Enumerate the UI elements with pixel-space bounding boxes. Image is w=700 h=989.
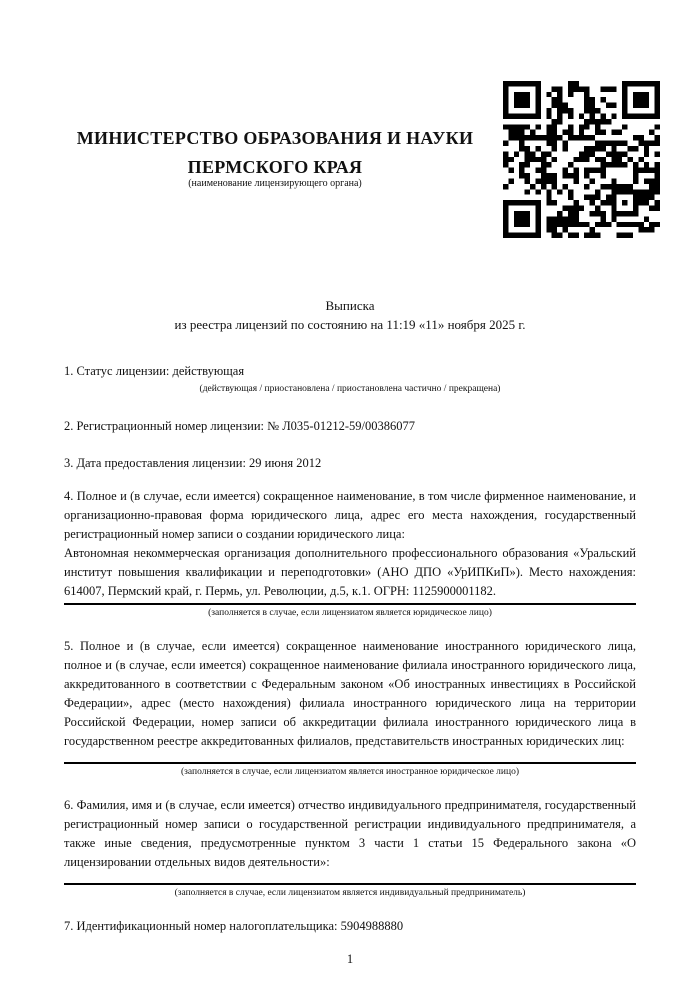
legal-entity-label: 4. Полное и (в случае, если имеется) сокращенное наименование, в том числе фирменное наименование, и организационно-правовая форма юридического лица, адрес его места нахождения, государственный регистрационный номер записи о создании юридического лица: — [64, 489, 636, 541]
legal-entity-value: Автономная некоммерческая организация дополнительного профессионального образования «Уральский институт повышения квалификации и переподготовки» (АНО ДПО «УрИПКиП»). Место нахождения: 614007, Пермский край, г. Пермь, ул. Революции, д.5, к.1. ОГРН: 1125900001182. — [64, 546, 636, 598]
individual-entrepreneur-label: 6. Фамилия, имя и (в случае, если имеется) отчество индивидуального предпринимателя, государственный регистрационный номер записи о государственной регистрации индивидуального предпринимателя, а также иные сведения, предусмотренные пунктом 3 части 1 статьи 15 Федерального закона «О лицензировании отдельных видов деятельности»: — [64, 798, 636, 869]
legal-entity-caption: (заполняется в случае, если лицензиатом является юридическое лицо) — [208, 608, 492, 618]
clause-license-status — [64, 362, 636, 395]
foreign-entity-label: 5. Полное и (в случае, если имеется) сокращенное наименование иностранного юридического лица, полное и (в случае, если имеется) сокращенное наименование филиала иностранного юридического лица, аккредитованного в соответствии с Федеральным законом «Об иностранных инвестициях в Российской Федерации», адрес (место нахождения) филиала иностранного юридического лица на территории Российской Федерации, номер записи об аккредитации филиала иностранного юридического лица в государственном реестре аккредитованных филиалов, представительств иностранных юридических лиц: — [64, 639, 636, 748]
license-date-text: 3. Дата предоставления лицензии: 29 июня 2012 — [64, 456, 322, 470]
document-title-line2: из реестра лицензий по состоянию на 11:19 «11» ноября 2025 г. — [174, 317, 526, 332]
clause-license-date — [64, 454, 636, 473]
clause-individual-entrepreneur — [64, 796, 636, 899]
license-status-text: 1. Статус лицензии: действующая — [64, 364, 245, 378]
separator-line — [64, 883, 636, 885]
separator-line — [64, 603, 636, 605]
separator-line — [64, 762, 636, 764]
clause-registration-number — [64, 417, 636, 436]
licensing-authority-name — [63, 124, 487, 182]
registration-number-text: 2. Регистрационный номер лицензии: № Л035-01212-59/00386077 — [64, 419, 415, 433]
license-status-caption: (действующая / приостановлена / приостановлена частично / прекращена) — [199, 384, 501, 394]
document-title-line1: Выписка — [325, 298, 375, 313]
document-title — [64, 296, 636, 334]
authority-name-caption: (наименование лицензирующего органа) — [188, 178, 362, 189]
clause-legal-entity — [64, 487, 636, 619]
qr-code-icon — [503, 81, 660, 238]
ministry-name-line1: МИНИСТЕРСТВО ОБРАЗОВАНИЯ И НАУКИ — [76, 128, 474, 148]
ministry-name-line2: ПЕРМСКОГО КРАЯ — [187, 157, 363, 177]
foreign-entity-caption: (заполняется в случае, если лицензиатом является иностранное юридическое лицо) — [181, 767, 519, 777]
page-number: 1 — [346, 952, 354, 966]
taxpayer-number-text: 7. Идентификационный номер налогоплательщика: 5904988880 — [64, 919, 404, 933]
individual-entrepreneur-caption: (заполняется в случае, если лицензиатом является индивидуальный предприниматель) — [174, 888, 526, 898]
document-header — [0, 0, 700, 245]
clause-foreign-entity — [64, 637, 636, 778]
clause-taxpayer-number — [64, 917, 636, 936]
document-body — [64, 296, 636, 967]
